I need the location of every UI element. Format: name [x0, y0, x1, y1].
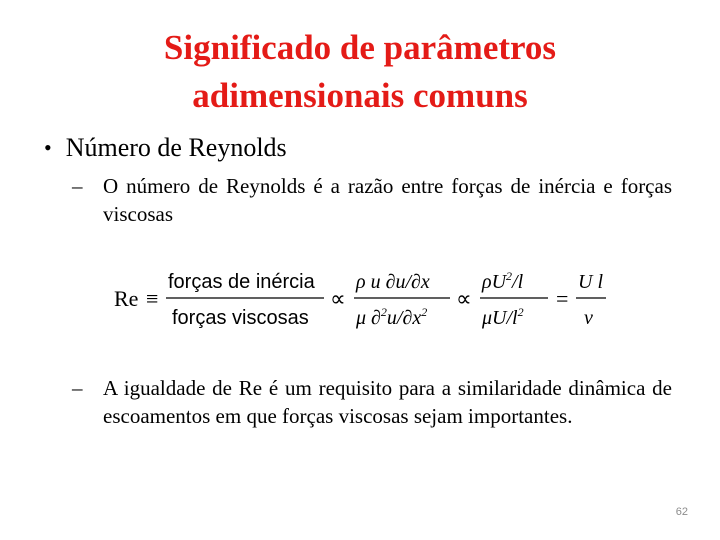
reynolds-result: [576, 271, 606, 329]
sub-item-text: O número de Reynolds é a razão entre forças de inércia e forças viscosas: [103, 174, 672, 226]
reynolds-equation: [110, 262, 610, 342]
svg-text:μU/l2: $\mu U/l^2$: [482, 305, 524, 329]
bullet-item: [44, 132, 287, 164]
sub-item-text: A igualdade de Re é um requisito para a similaridade dinâmica de escoamentos em que forças viscosas sejam importantes.: [103, 376, 672, 428]
page-number: 62: [675, 506, 688, 518]
bullet-text: Número de Reynolds: [65, 133, 287, 162]
bullet-dot-icon: •: [44, 135, 52, 160]
sub-item-definition: [72, 172, 672, 228]
equals-symbol: =: [556, 286, 569, 311]
sub-item-similarity: [72, 374, 672, 430]
svg-text:ρU2/l: $\rho U^2/l$: [482, 269, 524, 293]
equation-numerator: forças de inércia: [168, 271, 315, 293]
dash-icon: –: [72, 376, 83, 400]
equation-denominator: forças viscosas: [172, 307, 309, 329]
dash-icon: –: [72, 174, 83, 198]
equation-equiv: ≡: [146, 286, 159, 311]
svg-text:U l: U l: [578, 271, 603, 293]
inertia-viscous-ratio: [354, 271, 450, 329]
equation-lhs: Re: [114, 286, 139, 311]
slide-title: [60, 24, 660, 120]
title-line-1: Significado de parâmetros: [163, 28, 557, 67]
scale-ratio: [480, 269, 548, 329]
equation-graphic: [110, 262, 610, 342]
proportional-symbol-2: ∝: [456, 286, 472, 311]
svg-text:ρ u ∂u/∂x: ρ u ∂u/∂x: [356, 271, 430, 293]
svg-text:ν: ν: [584, 307, 593, 329]
proportional-symbol-1: ∝: [330, 286, 346, 311]
title-line-2: adimensionais comuns: [192, 76, 528, 115]
svg-text:μ ∂2u/∂x2: μ $\partial^2u/\partial x^2$: [356, 305, 428, 329]
